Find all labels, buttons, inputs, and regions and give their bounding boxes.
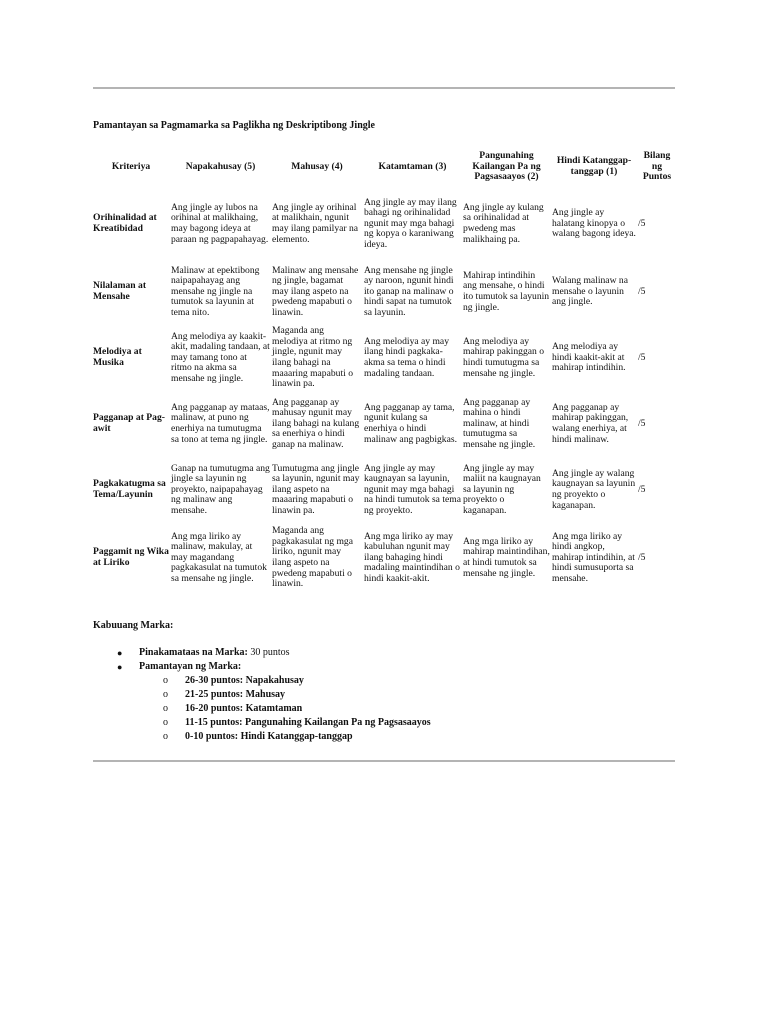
score-cell: /5 [638, 217, 646, 229]
list-item [139, 674, 431, 688]
header-level-1: Hindi Katanggap-tanggap (1) [556, 155, 632, 177]
circle-bullet-icon: o [163, 703, 168, 714]
top-divider [93, 87, 675, 89]
level-3-cell: Ang jingle ay may kaugnayan sa layunin, ngunit may mga bahagi na hindi tumutok sa tema ng proyekto. [364, 462, 461, 516]
scale-item-label: 0-10 puntos: Hindi Katanggap-tanggap [185, 731, 353, 742]
level-1-cell: Ang mga liriko ay hindi angkop, mahirap intindihin, at hindi sumusuporta sa mensahe. [552, 530, 635, 584]
score-cell: /5 [638, 417, 646, 429]
scale-label: Pamantayan ng Marka: [139, 661, 242, 672]
criteria-cell: Pagkakatugma sa Tema/Layunin [93, 478, 166, 500]
table-row [91, 259, 676, 325]
level-3-cell: Ang jingle ay may ilang bahagi ng orihinalidad ngunit may mga bahagi ng kopya o karaniwang ideya. [364, 196, 457, 250]
score-cell: /5 [638, 551, 646, 563]
circle-bullet-icon: o [163, 717, 168, 728]
header-level-5: Napakahusay (5) [185, 160, 256, 172]
header-criteria: Kriteriya [111, 160, 151, 172]
level-5-cell: Ganap na tumutugma ang jingle sa layunin ng proyekto, naipapahayag ng malinaw ang mensahe. [171, 462, 270, 516]
criteria-cell: Paggamit ng Wika at Liriko [93, 546, 169, 568]
bullet-icon: ● [117, 648, 123, 658]
level-3-cell: Ang pagganap ay tama, ngunit kulang sa enerhiya o hindi malinaw ang pagbigkas. [364, 401, 457, 445]
level-2-cell: Ang pagganap ay mahina o hindi malinaw, at hindi tumutugma sa mensahe ng jingle. [463, 396, 536, 450]
bullet-icon: ● [117, 662, 123, 672]
table-header-row [91, 145, 676, 189]
list-item [139, 716, 431, 730]
level-4-cell: Ang pagganap ay mahusay ngunit may ilang bahagi na kulang sa enerhiya o hindi ganap na malinaw. [272, 396, 360, 450]
circle-bullet-icon: o [163, 675, 168, 686]
header-level-4: Mahusay (4) [291, 160, 343, 172]
level-2-cell: Mahirap intindihin ang mensahe, o hindi ito tumutok sa layunin ng jingle. [463, 269, 550, 313]
scale-list [139, 674, 431, 744]
level-1-cell: Ang melodiya ay hindi kaakit-akit at mahirap intindihin. [552, 341, 626, 374]
level-3-cell: Ang mga liriko ay may kabuluhan ngunit may ilang bahaging hindi madaling maintindihan o hindi kaakit-akit. [364, 530, 460, 584]
level-5-cell: Ang jingle ay lubos na orihinal at malikhaing, may bagong ideya at paraan ng pagpapahayag. [171, 201, 269, 245]
circle-bullet-icon: o [163, 731, 168, 742]
score-cell: /5 [638, 483, 646, 495]
list-item [93, 646, 431, 660]
score-cell: /5 [638, 351, 646, 363]
table-row [91, 391, 676, 457]
list-item [139, 688, 431, 702]
score-cell: /5 [638, 285, 646, 297]
level-3-cell: Ang melodiya ay may ilang hindi pagkaka-akma sa tema o hindi madaling tandaan. [364, 335, 449, 379]
level-1-cell: Ang jingle ay halatang kinopya o walang bagong ideya. [552, 207, 636, 240]
level-2-cell: Ang jingle ay may maliit na kaugnayan sa layunin ng proyekto o kaganapan. [463, 462, 541, 516]
table-row [91, 325, 676, 391]
criteria-cell: Pagganap at Pag-awit [93, 412, 165, 434]
max-score-label: Pinakamataas na Marka: [139, 647, 248, 658]
summary-list [93, 646, 431, 744]
circle-bullet-icon: o [163, 689, 168, 700]
criteria-cell: Melodiya at Musika [93, 346, 142, 368]
scale-item-label: 16-20 puntos: Katamtaman [185, 703, 303, 714]
scale-item-label: 26-30 puntos: Napakahusay [185, 675, 304, 686]
scale-item-label: 21-25 puntos: Mahusay [185, 689, 286, 700]
max-score-value: 30 puntos [247, 647, 290, 658]
table-row [91, 457, 676, 523]
level-4-cell: Maganda ang pagkakasulat ng mga liriko, ngunit may ilang aspeto na pwedeng mapabuti o linawin. [272, 525, 353, 590]
criteria-cell: Orihinalidad at Kreatibidad [93, 212, 157, 234]
level-1-cell: Ang jingle ay walang kaugnayan sa layunin ng proyekto o kaganapan. [552, 467, 636, 511]
level-4-cell: Maganda ang melodiya at ritmo ng jingle, ngunit may ilang bahagi na maaaring mapabuti o linawin pa. [272, 325, 353, 390]
table-row [91, 189, 676, 259]
level-2-cell: Ang melodiya ay mahirap pakinggan o hindi tumutugma sa mensahe ng jingle. [463, 335, 544, 379]
bottom-divider [93, 760, 675, 762]
header-score: Bilang ng Puntos [642, 150, 672, 183]
table-row [91, 523, 676, 593]
level-3-cell: Ang mensahe ng jingle ay naroon, ngunit hindi ito ganap na malinaw o hindi sapat na tumutok sa layunin. [364, 264, 454, 318]
level-1-cell: Walang malinaw na mensahe o layunin ang jingle. [552, 275, 628, 308]
level-4-cell: Malinaw ang mensahe ng jingle, bagamat may ilang aspeto na pwedeng mapabuti o linawin. [272, 264, 359, 318]
list-item [139, 730, 431, 744]
level-4-cell: Tumutugma ang jingle sa layunin, ngunit may ilang aspeto na maaaring mapabuti o linawin pa. [272, 462, 360, 516]
criteria-cell: Nilalaman at Mensahe [93, 280, 147, 302]
level-1-cell: Ang pagganap ay mahirap pakinggan, walang enerhiya, at hindi malinaw. [552, 401, 629, 445]
level-5-cell: Ang melodiya ay kaakit-akit, madaling tandaan, at may tamang tono at ritmo na akma sa mensahe ng jingle. [171, 330, 270, 384]
header-level-3: Katamtaman (3) [378, 160, 447, 172]
list-item [139, 702, 431, 716]
total-score-label: Kabuuang Marka: [93, 620, 174, 631]
header-level-2: Pangunahing Kailangan Pa ng Pagsasaayos (2) [472, 150, 541, 183]
scale-item-label: 11-15 puntos: Pangunahing Kailangan Pa ng Pagsasaayos [185, 717, 431, 728]
level-4-cell: Ang jingle ay orihinal at malikhain, ngunit may ilang pamilyar na elemento. [272, 201, 359, 245]
level-2-cell: Ang mga liriko ay mahirap maintindihan, at hindi tumutok sa mensahe ng jingle. [463, 535, 550, 579]
list-item [93, 660, 431, 744]
level-2-cell: Ang jingle ay kulang sa orihinalidad at pwedeng mas malikhaing pa. [463, 201, 544, 245]
document-title: Pamantayan sa Pagmamarka sa Paglikha ng Deskriptibong Jingle [93, 120, 375, 131]
rubric-table [91, 145, 676, 593]
level-5-cell: Ang pagganap ay mataas, malinaw, at puno ng enerhiya na tumutugma sa tono at tema ng jingle. [171, 401, 270, 445]
level-5-cell: Ang mga liriko ay malinaw, makulay, at may magandang pagkakasulat na tumutok sa mensahe ng jingle. [171, 530, 267, 584]
level-5-cell: Malinaw at epektibong naipapahayag ang mensahe ng jingle na tumutok sa layunin at tema nito. [171, 264, 260, 318]
